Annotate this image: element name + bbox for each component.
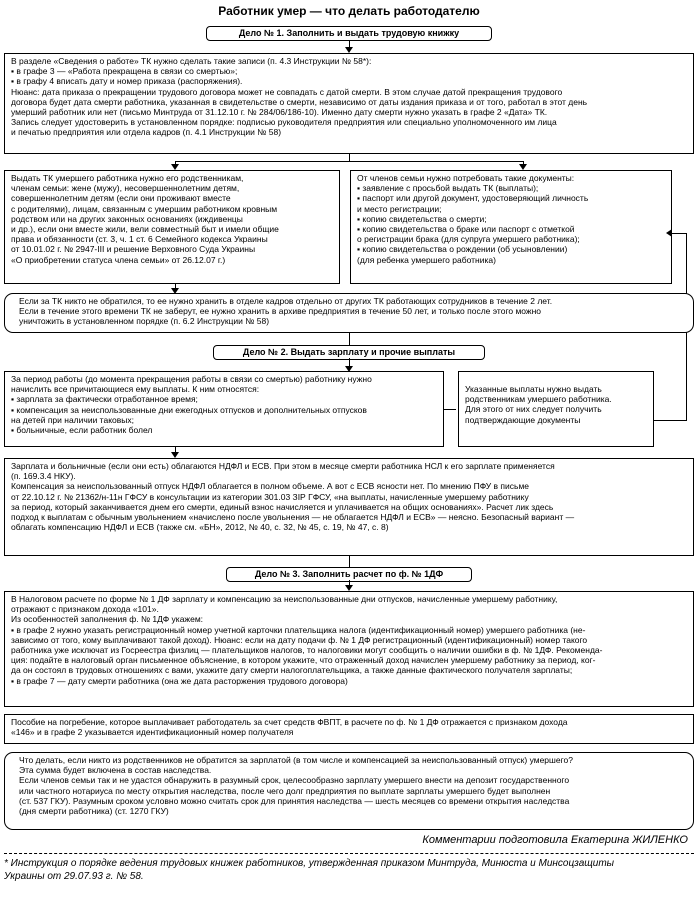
connector bbox=[444, 409, 456, 410]
section1-storage-box bbox=[4, 293, 694, 333]
text-line: на детей при наличии таковых; bbox=[11, 414, 134, 425]
text-line: членам семьи: жене (мужу), несовершеннолетним детям, bbox=[11, 183, 240, 194]
text-line: «146» и в графе 2 указывается идентификационный номер получателя bbox=[11, 727, 294, 738]
text-line: и др.), если они вместе жили, вели совместный быт и имели общие bbox=[11, 223, 279, 234]
text-line: ▪ в графе 3 — «Работа прекращена в связи со смертью»; bbox=[11, 66, 238, 77]
section1-header: Дело № 1. Заполнить и выдать трудовую книжку bbox=[206, 26, 492, 41]
text-line: отражают с признаком дохода «101». bbox=[11, 604, 159, 615]
text-line: ▪ копию свидетельства о рождении (об усыновлении) bbox=[357, 244, 568, 255]
text-line: ▪ больничные, если работник болел bbox=[11, 424, 153, 435]
text-line: «О приобретении статуса члена семьи» от 26.12.07 г.) bbox=[11, 254, 226, 265]
text-line: ▪ паспорт или другой документ, удостоверяющий личность bbox=[357, 193, 589, 204]
text-line: (дня смерти работника) (ст. 1270 ГКУ) bbox=[19, 805, 169, 816]
section3-funeral-box bbox=[4, 714, 694, 744]
footnote bbox=[4, 858, 694, 883]
text-line: ▪ зарплата за фактически отработанное время; bbox=[11, 394, 198, 405]
text-line: с родителями), лицам, связанным с умершим работником кровным bbox=[11, 203, 278, 214]
text-line: родством или на других законных основаниях (иждивенцы bbox=[11, 213, 243, 224]
text-line: Запись следует удостоверить в установленном порядке: подписью руководителя предприятия или специально уполномоченного им лица bbox=[11, 117, 557, 128]
text-line: (ст. 537 ГКУ). Разумным сроком условно можно считать срок для принятия наследства — шесть месяцев со времени открытия наследства bbox=[19, 795, 570, 806]
text-line: ▪ в графе 2 нужно указать регистрационный номер учетной карточки плательщика налога (идентификационный номер) умершего работника (не- bbox=[11, 624, 586, 635]
footnote-divider bbox=[4, 853, 694, 854]
text-line: Компенсация за неиспользованный отпуск НДФЛ облагается в полном объеме. А вот с ЕСВ ясности нет. По мнению ПФУ в письме bbox=[11, 481, 530, 492]
arrow-left-icon bbox=[666, 229, 672, 237]
connector bbox=[672, 233, 686, 234]
text-line: Из особенностей заполнения ф. № 1ДФ укажем: bbox=[11, 614, 204, 625]
text-line: Нюанс: дата приказа о прекращении трудового договора может не совпадать с датой смерти. В этом случае датой прекращения трудового bbox=[11, 86, 563, 97]
section2-header: Дело № 2. Выдать зарплату и прочие выплаты bbox=[213, 345, 485, 360]
text-line: Пособие на погребение, которое выплачивает работодатель за счет средств ФВПТ, в расчете по ф. № 1 ДФ отражается с признаком дохода bbox=[11, 717, 568, 727]
connector bbox=[653, 420, 687, 421]
text-line: за период, который заканчивается днем его смерти, единый взнос начисляется и уплачивается на общих основаниях». Расчет лик здесь bbox=[11, 501, 554, 512]
section1-recipients-box bbox=[4, 170, 340, 284]
text-line: начислить все причитающиеся ему выплаты. К ним относятся: bbox=[11, 384, 260, 395]
text-line: договора будет дата смерти работника, указанная в свидетельстве о смерти, независимо от даты издания приказа и от того, работал в этот день bbox=[11, 96, 588, 107]
text-line: облагать компенсацию НДФЛ и ЕСВ (также см. «БН», 2012, № 40, с. 32, № 45, с. 19, № 47, с. 8) bbox=[11, 522, 389, 533]
text-line: Если в течение этого времени ТК не заберут, ее нужно хранить в архиве предприятия в течение 50 лет, и только после этого можно bbox=[19, 306, 542, 317]
text-line: Если за ТК никто не обратился, то ее нужно хранить в отделе кадров отдельно от других ТК работающих сотрудников в течение 2 лет. bbox=[19, 296, 553, 306]
text-line: права и обязанности (ст. 3, ч. 1 ст. 6 Семейного кодекса Украины bbox=[11, 234, 268, 245]
section3-inheritance-box bbox=[4, 752, 694, 830]
text-line: Что делать, если никто из родственников не обратится за зарплатой (в том числе и компенсацией за неиспользованный отпуск) умершего? bbox=[19, 755, 573, 765]
text-line: или частного нотариуса по месту открытия наследства, после чего долг предприятия по выплате зарплаты умершего будет выполнен bbox=[19, 785, 551, 796]
text-line: ▪ в графу 4 вписать дату и номер приказа (распоряжения). bbox=[11, 76, 243, 87]
text-line: совершеннолетним детям (если они проживают вместе bbox=[11, 193, 231, 204]
author-signature: Комментарии подготовила Екатерина ЖИЛЕНКО bbox=[422, 834, 688, 846]
text-line: и печатью предприятия или отдела кадров (п. 4.1 Инструкции № 58) bbox=[11, 127, 282, 138]
text-line: ▪ копию свидетельства о смерти; bbox=[357, 213, 487, 224]
text-line: От членов семьи нужно потребовать такие документы: bbox=[357, 173, 575, 183]
text-line: от 10.01.02 г. № 2947-III и решение Верховного Суда Украины bbox=[11, 244, 256, 255]
text-line: о регистрации брака (для супруга умершего работника); bbox=[357, 234, 580, 245]
text-line: и место регистрации; bbox=[357, 203, 442, 214]
footnote-line: Украины от 29.07.93 г. № 58. bbox=[4, 870, 144, 882]
text-line: ▪ в графе 7 — дату смерти работника (она же дата расторжения трудового договора) bbox=[11, 675, 348, 686]
text-line: (п. 169.3.4 НКУ). bbox=[11, 471, 76, 482]
section3-header: Дело № 3. Заполнить расчет по ф. № 1ДФ bbox=[226, 567, 472, 582]
text-line: ▪ компенсация за неиспользованные дни ежегодных отпусков и дополнительных отпусков bbox=[11, 404, 367, 415]
text-line: Указанные выплаты нужно выдать bbox=[465, 384, 602, 394]
section1-records-box bbox=[4, 53, 694, 154]
text-line: Если членов семьи так и не удастся обнаружить в разумный срок, целесообразно зарплату умершего внести на депозит государственного bbox=[19, 775, 570, 786]
text-line: уничтожить в установленном порядке (п. 6.2 Инструкции № 58) bbox=[19, 316, 270, 327]
text-line: ▪ заявление с просьбой выдать ТК (выплаты); bbox=[357, 183, 539, 194]
text-line: родственникам умершего работника. bbox=[465, 394, 612, 405]
text-line: Эта сумма будет включена в состав наследства. bbox=[19, 765, 212, 776]
text-line: Выдать ТК умершего работника нужно его родственникам, bbox=[11, 173, 244, 183]
text-line: подход к выплатам с обычным увольнением «начислено после увольнения — не облагается НДФЛ и ЕСВ» — неясно. Безопасный вариант — bbox=[11, 511, 575, 522]
text-line: Зарплата и больничные (если они есть) облагаются НДФЛ и ЕСВ. При этом в месяце смерти работника НСЛ к его зарплате применяется bbox=[11, 461, 555, 471]
section3-form-box bbox=[4, 591, 694, 707]
text-line: Для этого от них следует получить bbox=[465, 404, 602, 415]
footnote-line: * Инструкция о порядке ведения трудовых книжек работников, утвержденная приказом Минтруда, Минюста и Минсоцзащиты bbox=[4, 858, 615, 869]
text-line: да он состоял в трудовых отношениях с вами, укажите дату смерти налогоплательщика, а также данные фактического получателя зарплаты; bbox=[11, 665, 573, 676]
connector bbox=[349, 333, 350, 345]
section2-payments-box bbox=[4, 371, 444, 447]
section2-relatives-box bbox=[458, 371, 654, 447]
text-line: работника уже исключат из Госреестра физлиц — плательщиков налогов, то налоговики могут сообщить о наличии ошибки в ф. № 1ДФ. Рекоменда- bbox=[11, 644, 603, 655]
section2-taxation-box bbox=[4, 458, 694, 556]
text-line: (для ребенка умершего работника) bbox=[357, 254, 496, 265]
text-line: зависимо от того, кому выплачивают такой доход). Нюанс: если на дату подачи ф. № 1 ДФ регистрационный (идентификационный) номер такого bbox=[11, 634, 588, 645]
text-line: ▪ копию свидетельства о браке или паспорт с отметкой bbox=[357, 223, 575, 234]
text-line: В разделе «Сведения о работе» ТК нужно сделать такие записи (п. 4.3 Инструкции № 58*): bbox=[11, 56, 372, 66]
section1-documents-box bbox=[350, 170, 672, 284]
text-line: подтверждающие документы bbox=[465, 414, 581, 425]
connector bbox=[175, 161, 523, 162]
page-title: Работник умер — что делать работодателю bbox=[218, 4, 480, 18]
text-line: В Налоговом расчете по форме № 1 ДФ зарплату и компенсацию за неиспользованные дни отпусков, начисленные умершему работнику, bbox=[11, 594, 558, 604]
text-line: умерший работник или нет (письмо Минтруда от 31.12.10 г. № 284/06/186-10). Именно дату смерти нужно указать в графе 2 «Дата» ТК. bbox=[11, 106, 548, 117]
text-line: от 22.10.12 г. № 21362/н-11н ГФСУ в консультации из категории 301.03 ЗІР ГФСУ, «на выплаты, начисленные умершему работнику bbox=[11, 491, 529, 502]
text-line: За период работы (до момента прекращения работы в связи со смертью) работнику нужно bbox=[11, 374, 372, 384]
text-line: ция: подайте в налоговый орган письменное объяснение, в котором укажите, что отраженный доход начислен умершему работнику за период, ког- bbox=[11, 655, 596, 666]
